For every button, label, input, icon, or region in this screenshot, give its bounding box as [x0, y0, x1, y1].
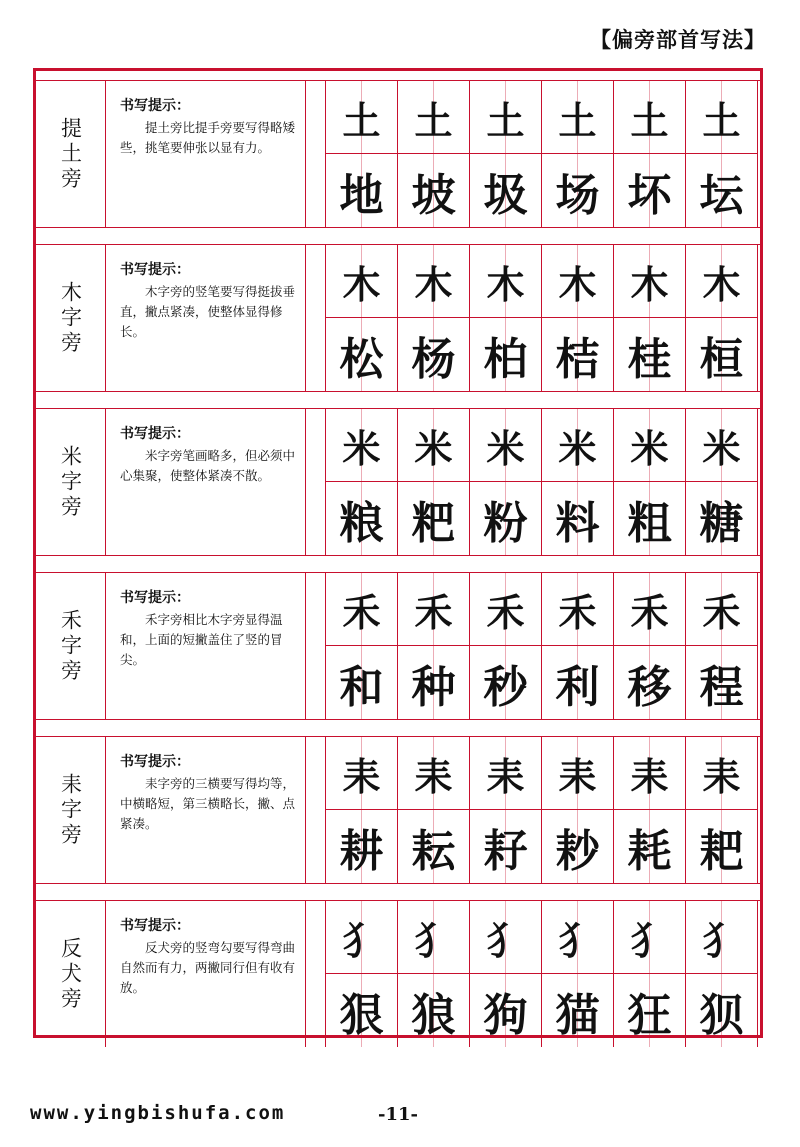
radical-name: 米字旁 [58, 444, 83, 520]
example-char-cell [542, 318, 614, 391]
practice-grid [326, 901, 760, 1047]
practice-grid [326, 81, 760, 227]
radical-glyph: 禾 [486, 589, 525, 635]
spacer-column [306, 409, 326, 555]
example-char-cell [686, 318, 758, 391]
example-char: 料 [555, 497, 600, 549]
radical-name: 反犬旁 [58, 936, 83, 1012]
radical-name: 耒字旁 [58, 772, 83, 848]
radical-section [36, 81, 760, 227]
radical-grid-cell [326, 81, 398, 154]
radical-glyph: 木 [486, 261, 525, 307]
radical-glyph: 木 [342, 261, 381, 307]
radical-glyph: 土 [558, 97, 597, 143]
example-char: 耘 [411, 825, 456, 877]
example-char: 粮 [339, 497, 384, 549]
example-char: 狼 [411, 989, 456, 1041]
example-char: 程 [699, 661, 744, 713]
example-char: 耖 [555, 825, 600, 877]
radical-glyph: 犭 [702, 917, 741, 963]
radical-grid-cell [686, 737, 758, 810]
footer-url[interactable]: www.yingbishufa.com [30, 1102, 286, 1124]
example-char: 地 [339, 169, 384, 221]
radical-grid-cell [470, 81, 542, 154]
radical-grid-cell [326, 573, 398, 646]
writing-tip-title: 书写提示： [120, 918, 190, 934]
radical-grid-cell [398, 573, 470, 646]
example-char-cell [542, 974, 614, 1047]
example-char: 桂 [627, 333, 672, 385]
section-separator [36, 719, 760, 737]
example-char-cell [326, 154, 398, 227]
example-char: 坏 [627, 169, 672, 221]
example-char-cell [398, 974, 470, 1047]
practice-grid [326, 737, 760, 883]
writing-tip-text: 木字旁的竖笔要写得挺拔垂直，撇点紧凑，使整体显得修长。 [120, 284, 296, 339]
example-char: 圾 [483, 169, 528, 221]
example-char-cell [614, 646, 686, 719]
radical-grid-cell [686, 409, 758, 482]
example-char-cell [470, 154, 542, 227]
writing-tip-cell [106, 737, 306, 883]
example-char: 粑 [411, 497, 456, 549]
section-separator [36, 71, 760, 81]
radical-glyph: 耒 [558, 753, 597, 799]
section-separator [36, 555, 760, 573]
radical-glyph: 耒 [630, 753, 669, 799]
example-char-cell [686, 974, 758, 1047]
example-char: 坡 [411, 169, 456, 221]
radical-name: 提土旁 [58, 116, 83, 192]
radical-glyph: 犭 [486, 917, 525, 963]
radical-glyph: 木 [414, 261, 453, 307]
example-char: 和 [339, 661, 384, 713]
example-char-cell [686, 482, 758, 555]
radical-glyph: 米 [558, 425, 597, 471]
radical-glyph: 犭 [414, 917, 453, 963]
writing-tip-cell [106, 81, 306, 227]
radical-grid-cell [398, 901, 470, 974]
writing-tip-title: 书写提示： [120, 98, 190, 114]
radical-glyph: 耒 [702, 753, 741, 799]
page-number: -11- [378, 1104, 418, 1125]
radical-glyph: 禾 [630, 589, 669, 635]
example-char: 狠 [339, 989, 384, 1041]
radical-grid-cell [542, 737, 614, 810]
radical-grid-cell [542, 409, 614, 482]
radical-glyph: 木 [558, 261, 597, 307]
spacer-column [306, 245, 326, 391]
radical-name-cell [36, 409, 106, 555]
radical-section [36, 245, 760, 391]
example-char-cell [470, 318, 542, 391]
example-char: 猫 [555, 989, 600, 1041]
writing-tip-cell [106, 245, 306, 391]
radical-grid-cell [614, 409, 686, 482]
radical-glyph: 耒 [486, 753, 525, 799]
radical-glyph: 土 [486, 97, 525, 143]
radical-glyph: 犭 [558, 917, 597, 963]
radical-grid-cell [542, 81, 614, 154]
writing-tip-cell [106, 901, 306, 1047]
radical-grid-cell [398, 81, 470, 154]
writing-tip-text: 反犬旁的竖弯勾要写得弯曲自然而有力，两撇同行但有收有放。 [120, 940, 296, 995]
radical-grid-cell [542, 573, 614, 646]
radical-grid-cell [398, 737, 470, 810]
example-char: 狂 [627, 989, 672, 1041]
radical-grid-cell [398, 245, 470, 318]
radical-name-cell [36, 573, 106, 719]
radical-grid-cell [614, 245, 686, 318]
example-char-cell [614, 974, 686, 1047]
radical-glyph: 土 [630, 97, 669, 143]
example-char: 杨 [411, 333, 456, 385]
radical-name: 禾字旁 [58, 608, 83, 684]
radical-name-cell [36, 245, 106, 391]
example-char-cell [470, 482, 542, 555]
radical-glyph: 米 [342, 425, 381, 471]
radical-grid-cell [614, 737, 686, 810]
example-char: 场 [555, 169, 600, 221]
radical-name-cell [36, 81, 106, 227]
radical-glyph: 土 [342, 97, 381, 143]
example-char-cell [470, 810, 542, 883]
radical-grid-cell [470, 737, 542, 810]
radical-glyph: 耒 [342, 753, 381, 799]
radical-grid-cell [470, 409, 542, 482]
radical-grid-cell [614, 81, 686, 154]
writing-tip-text: 禾字旁相比木字旁显得温和，上面的短撇盖住了竖的冒尖。 [120, 612, 283, 667]
radical-grid-cell [614, 573, 686, 646]
example-char: 坛 [699, 169, 744, 221]
radical-glyph: 禾 [558, 589, 597, 635]
radical-glyph: 木 [702, 261, 741, 307]
example-char-cell [326, 974, 398, 1047]
example-char-cell [686, 646, 758, 719]
example-char: 粉 [483, 497, 528, 549]
radical-glyph: 禾 [702, 589, 741, 635]
radical-grid-cell [470, 573, 542, 646]
example-char-cell [398, 318, 470, 391]
radical-section [36, 409, 760, 555]
example-char-cell [614, 318, 686, 391]
radical-glyph: 土 [702, 97, 741, 143]
radical-glyph: 米 [702, 425, 741, 471]
radical-grid-cell [326, 409, 398, 482]
practice-grid [326, 245, 760, 391]
practice-grid [326, 409, 760, 555]
radical-grid-cell [470, 245, 542, 318]
practice-sheet [33, 68, 763, 1041]
example-char: 移 [627, 661, 672, 713]
writing-tip-cell [106, 573, 306, 719]
example-char-cell [398, 154, 470, 227]
example-char-cell [326, 810, 398, 883]
example-char: 桓 [699, 333, 744, 385]
example-char-cell [542, 482, 614, 555]
writing-tip-title: 书写提示： [120, 426, 190, 442]
example-char: 柏 [483, 333, 528, 385]
example-char: 耕 [339, 825, 384, 877]
radical-section [36, 901, 760, 1047]
radical-grid-cell [614, 901, 686, 974]
radical-glyph: 米 [414, 425, 453, 471]
radical-grid-cell [542, 245, 614, 318]
radical-name: 木字旁 [58, 280, 83, 356]
radical-grid-cell [398, 409, 470, 482]
radical-glyph: 犭 [630, 917, 669, 963]
radical-grid-cell [542, 901, 614, 974]
section-separator [36, 883, 760, 901]
example-char-cell [326, 318, 398, 391]
page-header-title: 【偏旁部首写法】 [590, 27, 766, 52]
example-char-cell [614, 154, 686, 227]
example-char-cell [686, 154, 758, 227]
radical-glyph: 耒 [414, 753, 453, 799]
example-char-cell [398, 646, 470, 719]
example-char-cell [326, 482, 398, 555]
spacer-column [306, 737, 326, 883]
radical-glyph: 木 [630, 261, 669, 307]
example-char: 糖 [699, 497, 744, 549]
example-char-cell [326, 646, 398, 719]
example-char-cell [470, 646, 542, 719]
radical-grid-cell [686, 245, 758, 318]
radical-name-cell [36, 737, 106, 883]
example-char-cell [398, 482, 470, 555]
spacer-column [306, 81, 326, 227]
example-char-cell [686, 810, 758, 883]
radical-name-cell [36, 901, 106, 1047]
example-char: 秒 [483, 661, 528, 713]
radical-glyph: 土 [414, 97, 453, 143]
radical-grid-cell [686, 573, 758, 646]
radical-grid-cell [686, 901, 758, 974]
writing-tip-cell [106, 409, 306, 555]
example-char: 利 [555, 661, 600, 713]
writing-tip-text: 耒字旁的三横要写得均等，中横略短，第三横略长，撇、点紧凑。 [120, 776, 296, 831]
radical-glyph: 米 [486, 425, 525, 471]
radical-glyph: 米 [630, 425, 669, 471]
example-char: 种 [411, 661, 456, 713]
example-char: 狈 [699, 989, 744, 1041]
spacer-column [306, 901, 326, 1047]
example-char-cell [542, 810, 614, 883]
writing-tip-text: 米字旁笔画略多，但必须中心集聚，使整体紧凑不散。 [120, 448, 296, 483]
example-char: 桔 [555, 333, 600, 385]
radical-grid-cell [326, 737, 398, 810]
radical-glyph: 禾 [414, 589, 453, 635]
example-char-cell [542, 154, 614, 227]
writing-tip-title: 书写提示： [120, 590, 190, 606]
radical-grid-cell [470, 901, 542, 974]
example-char: 耗 [627, 825, 672, 877]
writing-tip-text: 提土旁比提手旁要写得略矮些，挑笔要伸张以显有力。 [120, 120, 296, 155]
example-char: 粗 [627, 497, 672, 549]
radical-grid-cell [686, 81, 758, 154]
section-separator [36, 227, 760, 245]
writing-tip-title: 书写提示： [120, 262, 190, 278]
example-char-cell [398, 810, 470, 883]
radical-grid-cell [326, 245, 398, 318]
example-char: 耙 [699, 825, 744, 877]
practice-grid [326, 573, 760, 719]
writing-tip-title: 书写提示： [120, 754, 190, 770]
example-char: 松 [339, 333, 384, 385]
example-char: 狗 [483, 989, 528, 1041]
example-char-cell [542, 646, 614, 719]
spacer-column [306, 573, 326, 719]
radical-section [36, 737, 760, 883]
example-char: 耔 [483, 825, 528, 877]
radical-glyph: 犭 [342, 917, 381, 963]
example-char-cell [614, 482, 686, 555]
example-char-cell [470, 974, 542, 1047]
radical-section [36, 573, 760, 719]
radical-grid-cell [326, 901, 398, 974]
example-char-cell [614, 810, 686, 883]
section-separator [36, 391, 760, 409]
radical-glyph: 禾 [342, 589, 381, 635]
